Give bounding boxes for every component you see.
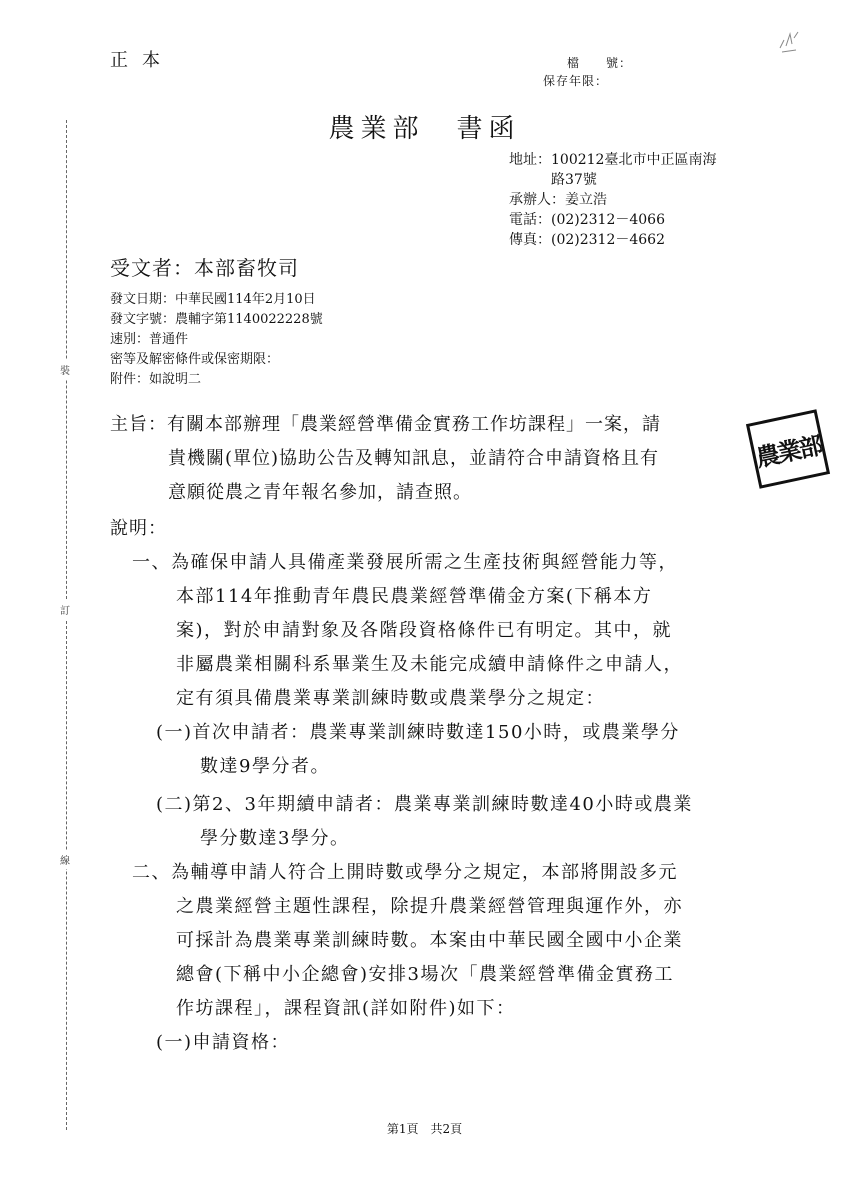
subject-line-2: 貴機關(單位)協助公告及轉知訊息，並請符合申請資格且有: [168, 448, 660, 469]
document-title: 農業部 書函: [328, 114, 521, 144]
binding-mark-middle: 訂: [60, 600, 70, 619]
meta-secrecy: 密等及解密條件或保密期限：: [110, 352, 280, 367]
seal-stamp-text: 農業部: [753, 429, 824, 473]
explanation-line: 非屬農業相關科系畢業生及未能完成續申請條件之申請人，: [176, 654, 683, 675]
seal-stamp: [746, 409, 830, 489]
subject-line-3: 意願從農之青年報名參加，請查照。: [168, 482, 472, 503]
retention-label: 保存年限：: [543, 74, 609, 88]
contact-phone: 電話：(02)2312－4066: [509, 212, 665, 228]
binding-mark-bottom: 線: [60, 850, 70, 869]
binding-mark-top: 裝: [60, 360, 70, 379]
explanation-line: (二)第2、3年期續申請者：農業專業訓練時數達40小時或農業: [156, 794, 693, 815]
copy-mark: 正本: [110, 50, 174, 71]
explanation-line: 作坊課程」，課程資訊(詳如附件)如下：: [176, 998, 516, 1019]
recipient: 受文者：本部畜牧司: [110, 256, 299, 280]
contact-address-line2: 路37號: [551, 172, 597, 188]
subject-line-1: 主旨：有關本部辦理「農業經營準備金實務工作坊課程」一案，請: [110, 414, 661, 435]
explanation-line: 總會(下稱中小企總會)安排3場次「農業經營準備金實務工: [176, 964, 674, 985]
meta-speed: 速別：普通件: [110, 332, 189, 347]
contact-handler: 承辦人：姜立浩: [509, 192, 607, 208]
explanation-line: 二、為輔導申請人符合上開時數或學分之規定，本部將開設多元: [132, 862, 678, 883]
contact-fax: 傳真：(02)2312－4662: [509, 232, 665, 248]
explanation-line: 定有須具備農業專業訓練時數或農業學分之規定：: [176, 688, 605, 709]
explanation-line: 案)，對於申請對象及各階段資格條件已有明定。其中，就: [176, 620, 673, 641]
binding-line: [66, 120, 67, 1130]
explanation-line: (一)首次申請者：農業專業訓練時數達150小時，或農業學分: [156, 722, 680, 743]
meta-attachment: 附件：如說明二: [110, 372, 202, 387]
explanation-line: 數達9學分者。: [200, 756, 330, 777]
meta-date: 發文日期：中華民國114年2月10日: [110, 292, 316, 307]
explanation-line: 本部114年推動青年農民農業經營準備金方案(下稱本方: [176, 586, 653, 607]
explanation-line: 學分數達3學分。: [200, 828, 350, 849]
explanation-line: (一)申請資格：: [156, 1032, 291, 1053]
explanation-line: 可採計為農業專業訓練時數。本案由中華民國全國中小企業: [176, 930, 683, 951]
explanation-line: 一、為確保申請人具備產業發展所需之生產技術與經營能力等，: [132, 552, 678, 573]
explanation-line: 之農業經營主題性課程，除提升農業經營管理與運作外，亦: [176, 896, 683, 917]
contact-address-line1: 地址：100212臺北市中正區南海: [509, 152, 717, 168]
file-number-label: 檔 號：: [567, 56, 633, 70]
handwritten-scribble-icon: [774, 26, 804, 54]
explanation-heading: 說明：: [110, 518, 167, 539]
meta-doc-number: 發文字號：農輔字第1140022228號: [110, 312, 323, 327]
page-footer: 第1頁 共2頁: [386, 1122, 463, 1136]
